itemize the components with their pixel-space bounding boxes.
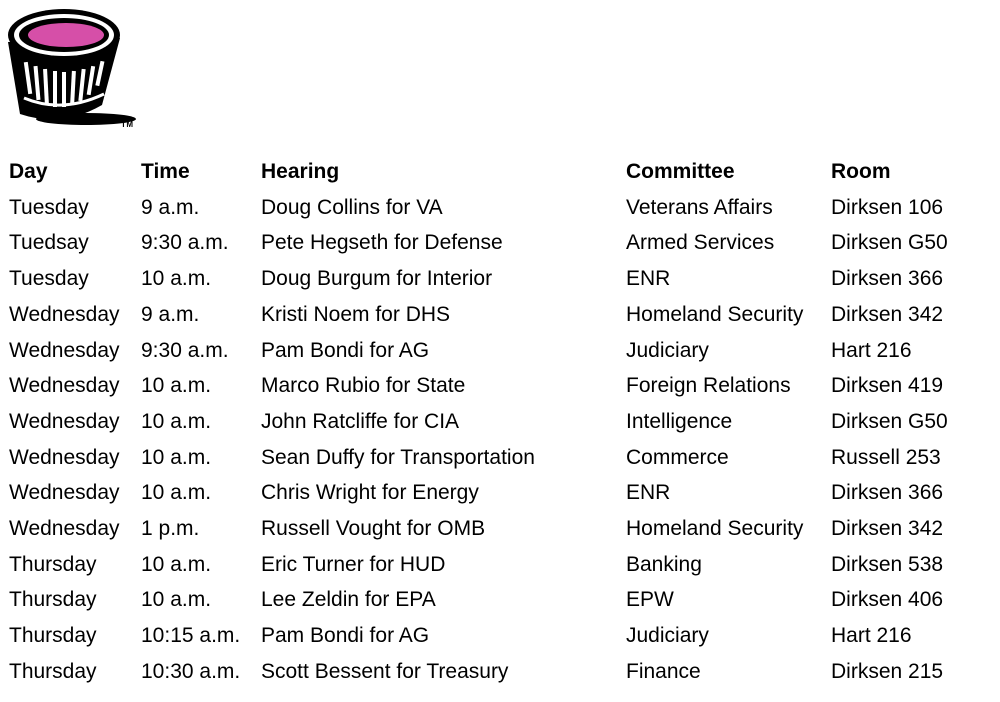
hearing-schedule-table — [9, 154, 991, 690]
cell-committee: Foreign Relations — [626, 374, 791, 398]
cell-hearing: Scott Bessent for Treasury — [261, 659, 509, 683]
cell-committee: Finance — [626, 659, 701, 683]
table-row — [9, 440, 991, 476]
cell-committee: Judiciary — [626, 338, 709, 362]
cell-day: Wednesday — [9, 302, 120, 326]
cell-day: Thursday — [9, 659, 97, 683]
cell-time: 9 a.m. — [141, 302, 200, 326]
cell-hearing: Pam Bondi for AG — [261, 338, 430, 362]
cell-day: Wednesday — [9, 481, 120, 505]
cell-hearing: Sean Duffy for Transportation — [261, 445, 535, 469]
table-row — [9, 618, 991, 654]
cell-room: Dirksen 342 — [831, 517, 944, 541]
cell-day: Wednesday — [9, 517, 120, 541]
cell-time: 10 a.m. — [141, 409, 212, 433]
table-row — [9, 297, 991, 333]
table-row — [9, 333, 991, 369]
column-header-day: Day — [9, 160, 48, 183]
cell-day: Thursday — [9, 624, 97, 648]
cell-committee: EPW — [626, 588, 674, 612]
cell-time: 10:15 a.m. — [141, 624, 241, 648]
cell-committee: Armed Services — [626, 231, 775, 255]
table-row — [9, 511, 991, 547]
table-row — [9, 261, 991, 297]
cell-hearing: Marco Rubio for State — [261, 374, 466, 398]
cell-day: Thursday — [9, 588, 97, 612]
cell-day: Tuesday — [9, 267, 89, 291]
cell-committee: ENR — [626, 481, 671, 505]
table-row — [9, 582, 991, 618]
table-row — [9, 368, 991, 404]
cell-time: 9:30 a.m. — [141, 338, 229, 362]
cell-room: Dirksen 366 — [831, 267, 944, 291]
cell-committee: Judiciary — [626, 624, 709, 648]
cell-day: Thursday — [9, 552, 97, 576]
column-header-committee: Committee — [626, 160, 735, 183]
column-header-room: Room — [831, 160, 891, 183]
cell-room: Dirksen 106 — [831, 195, 944, 219]
cell-room: Dirksen G50 — [831, 409, 948, 433]
cell-hearing: Pam Bondi for AG — [261, 624, 430, 648]
capitol-dome-logo — [4, 2, 138, 132]
cell-hearing: Pete Hegseth for Defense — [261, 231, 503, 255]
cell-time: 9 a.m. — [141, 195, 200, 219]
cell-time: 10 a.m. — [141, 445, 212, 469]
cell-room: Dirksen 342 — [831, 302, 944, 326]
cell-time: 10 a.m. — [141, 374, 212, 398]
cell-room: Dirksen 215 — [831, 659, 944, 683]
cell-room: Hart 216 — [831, 624, 912, 648]
cell-day: Tuesday — [9, 195, 89, 219]
cell-day: Tuedsay — [9, 231, 89, 255]
cell-room: Dirksen 419 — [831, 374, 944, 398]
cell-hearing: Chris Wright for Energy — [261, 481, 479, 505]
cell-room: Dirksen 366 — [831, 481, 944, 505]
cell-hearing: Russell Vought for OMB — [261, 517, 486, 541]
cell-committee: ENR — [626, 267, 671, 291]
cell-committee: Intelligence — [626, 409, 733, 433]
table-row — [9, 654, 991, 690]
cell-hearing: Doug Collins for VA — [261, 195, 443, 219]
cell-time: 10 a.m. — [141, 481, 212, 505]
cell-hearing: Lee Zeldin for EPA — [261, 588, 436, 612]
table-row — [9, 404, 991, 440]
cell-committee: Homeland Security — [626, 517, 804, 541]
cell-room: Dirksen G50 — [831, 231, 948, 255]
cell-committee: Banking — [626, 552, 702, 576]
cell-day: Wednesday — [9, 445, 120, 469]
cell-committee: Commerce — [626, 445, 729, 469]
table-header-row — [9, 154, 991, 190]
cell-time: 10 a.m. — [141, 552, 212, 576]
cell-hearing: Eric Turner for HUD — [261, 552, 446, 576]
cell-day: Wednesday — [9, 409, 120, 433]
cell-day: Wednesday — [9, 338, 120, 362]
cell-committee: Homeland Security — [626, 302, 804, 326]
table-row — [9, 475, 991, 511]
cell-time: 10 a.m. — [141, 588, 212, 612]
trademark-mark: TM — [121, 120, 134, 129]
cell-day: Wednesday — [9, 374, 120, 398]
table-row — [9, 190, 991, 226]
cell-hearing: Kristi Noem for DHS — [261, 302, 451, 326]
column-header-time: Time — [141, 160, 190, 183]
cell-time: 10:30 a.m. — [141, 659, 241, 683]
cell-committee: Veterans Affairs — [626, 195, 773, 219]
table-row — [9, 225, 991, 261]
cell-hearing: Doug Burgum for Interior — [261, 267, 493, 291]
cell-hearing: John Ratcliffe for CIA — [261, 409, 460, 433]
cell-room: Hart 216 — [831, 338, 912, 362]
cell-time: 1 p.m. — [141, 517, 200, 541]
table-row — [9, 547, 991, 583]
column-header-hearing: Hearing — [261, 160, 340, 183]
cell-time: 9:30 a.m. — [141, 231, 229, 255]
cell-room: Russell 253 — [831, 445, 941, 469]
cell-time: 10 a.m. — [141, 267, 212, 291]
cell-room: Dirksen 538 — [831, 552, 944, 576]
cell-room: Dirksen 406 — [831, 588, 944, 612]
